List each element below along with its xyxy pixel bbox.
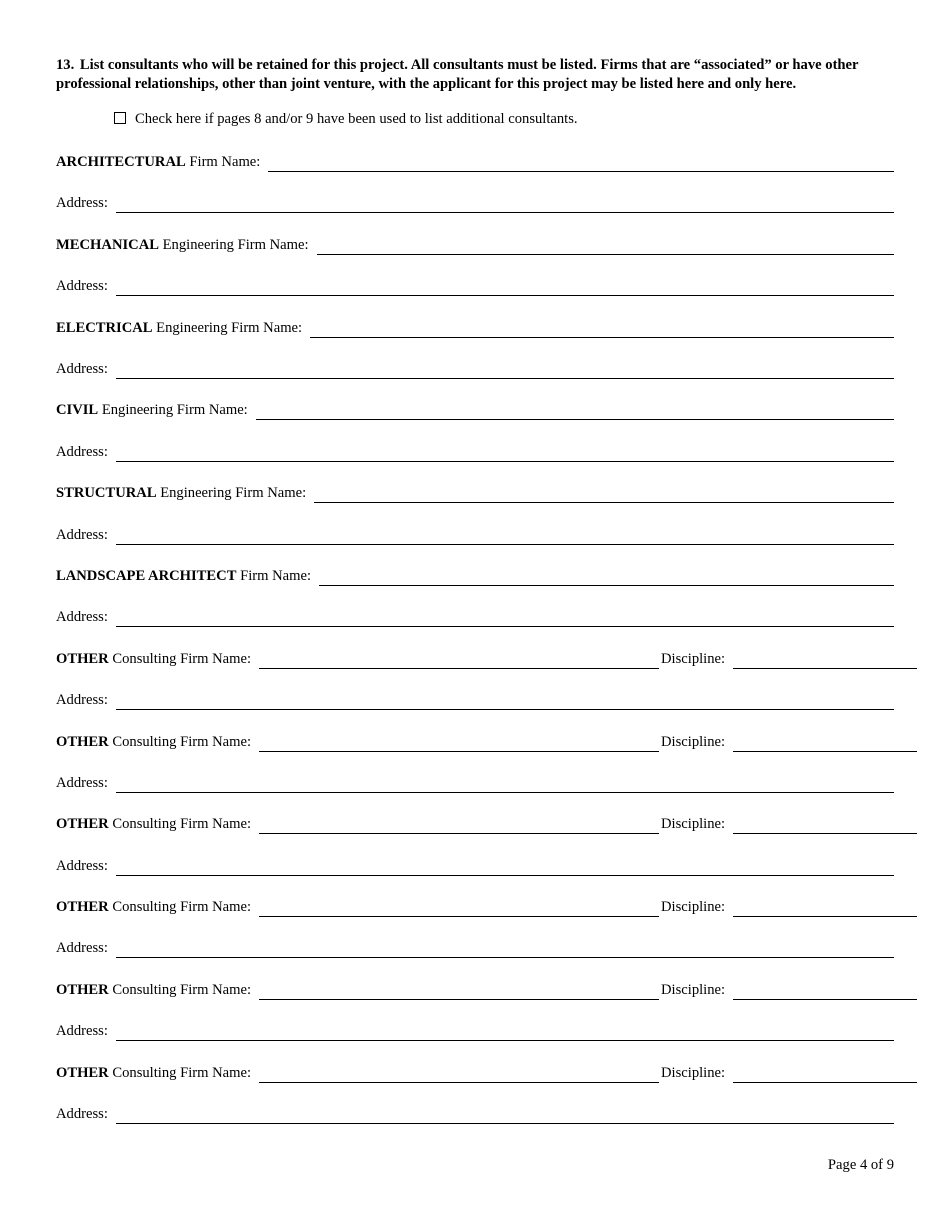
other-firm-row xyxy=(56,812,894,834)
address-label: Address: xyxy=(56,940,108,956)
architectural-firm-name-input[interactable] xyxy=(268,153,894,172)
address-label: Address: xyxy=(56,361,108,377)
additional-pages-checkbox[interactable] xyxy=(114,112,126,124)
question-number: 13. xyxy=(56,57,75,73)
structural-address-input[interactable] xyxy=(116,526,894,545)
discipline-label: Discipline: xyxy=(661,734,726,750)
structural-address-row xyxy=(56,523,894,545)
discipline-label: Discipline: xyxy=(661,982,726,998)
other-firm-row xyxy=(56,978,894,1000)
firm-label: CIVIL Engineering Firm Name: xyxy=(56,402,248,418)
other-firm-row xyxy=(56,647,894,669)
firm-label: MECHANICAL Engineering Firm Name: xyxy=(56,237,309,253)
structural-firm-name-input[interactable] xyxy=(314,484,894,503)
mechanical-firm-name-input[interactable] xyxy=(317,236,894,255)
other-firm-name-input[interactable] xyxy=(259,650,659,669)
discipline-input[interactable] xyxy=(733,898,917,917)
checkbox-label: Check here if pages 8 and/or 9 have been used to list additional consultants. xyxy=(135,111,578,127)
architectural-firm-row xyxy=(56,150,894,172)
civil-address-input[interactable] xyxy=(116,443,894,462)
firm-label: LANDSCAPE ARCHITECT Firm Name: xyxy=(56,568,312,584)
firm-label: ARCHITECTURAL Firm Name: xyxy=(56,154,261,170)
firm-label: STRUCTURAL Engineering Firm Name: xyxy=(56,485,307,501)
address-label: Address: xyxy=(56,527,108,543)
other-address-input[interactable] xyxy=(116,1022,894,1041)
discipline-label: Discipline: xyxy=(661,899,726,915)
other-firm-row xyxy=(56,895,894,917)
architectural-address-row xyxy=(56,191,894,213)
discipline-input[interactable] xyxy=(733,981,917,1000)
additional-consultants-check xyxy=(114,110,578,128)
other-firm-name-input[interactable] xyxy=(259,898,659,917)
other-address-row xyxy=(56,688,894,710)
address-label: Address: xyxy=(56,858,108,874)
address-label: Address: xyxy=(56,609,108,625)
other-firm-name-input[interactable] xyxy=(259,733,659,752)
landscape-address-input[interactable] xyxy=(116,608,894,627)
other-address-row xyxy=(56,1102,894,1124)
address-label: Address: xyxy=(56,775,108,791)
architectural-address-input[interactable] xyxy=(116,194,894,213)
question-heading xyxy=(56,56,894,94)
other-address-input[interactable] xyxy=(116,1105,894,1124)
civil-firm-name-input[interactable] xyxy=(256,401,894,420)
discipline-label: Discipline: xyxy=(661,651,726,667)
other-address-input[interactable] xyxy=(116,939,894,958)
other-firm-name-input[interactable] xyxy=(259,1064,659,1083)
discipline-label: Discipline: xyxy=(661,1065,726,1081)
mechanical-firm-row xyxy=(56,233,894,255)
other-address-row xyxy=(56,771,894,793)
firm-label: OTHER Consulting Firm Name: xyxy=(56,899,252,915)
other-firm-row xyxy=(56,730,894,752)
mechanical-address-row xyxy=(56,274,894,296)
firm-label: ELECTRICAL Engineering Firm Name: xyxy=(56,320,303,336)
other-firm-row xyxy=(56,1061,894,1083)
firm-label: OTHER Consulting Firm Name: xyxy=(56,651,252,667)
other-address-input[interactable] xyxy=(116,691,894,710)
discipline-input[interactable] xyxy=(733,1064,917,1083)
electrical-address-input[interactable] xyxy=(116,360,894,379)
question-text: List consultants who will be retained for this project. All consultants must be listed. Firms that are “associated” or have other professional relationships, other than joint venture, with the applicant for this project may be listed here and only here. xyxy=(56,57,859,92)
address-label: Address: xyxy=(56,195,108,211)
landscape-address-row xyxy=(56,605,894,627)
other-address-row xyxy=(56,854,894,876)
address-label: Address: xyxy=(56,444,108,460)
landscape-firm-row xyxy=(56,564,894,586)
address-label: Address: xyxy=(56,1023,108,1039)
civil-address-row xyxy=(56,440,894,462)
firm-label: OTHER Consulting Firm Name: xyxy=(56,734,252,750)
other-firm-name-input[interactable] xyxy=(259,815,659,834)
firm-label: OTHER Consulting Firm Name: xyxy=(56,982,252,998)
discipline-input[interactable] xyxy=(733,815,917,834)
other-address-row xyxy=(56,1019,894,1041)
other-address-input[interactable] xyxy=(116,774,894,793)
discipline-input[interactable] xyxy=(733,733,917,752)
address-label: Address: xyxy=(56,692,108,708)
civil-firm-row xyxy=(56,398,894,420)
page-number: Page 4 of 9 xyxy=(827,1157,894,1173)
landscape-firm-name-input[interactable] xyxy=(319,567,894,586)
electrical-firm-row xyxy=(56,316,894,338)
firm-label: OTHER Consulting Firm Name: xyxy=(56,816,252,832)
firm-label: OTHER Consulting Firm Name: xyxy=(56,1065,252,1081)
mechanical-address-input[interactable] xyxy=(116,277,894,296)
discipline-label: Discipline: xyxy=(661,816,726,832)
other-firm-name-input[interactable] xyxy=(259,981,659,1000)
structural-firm-row xyxy=(56,481,894,503)
other-address-input[interactable] xyxy=(116,857,894,876)
electrical-firm-name-input[interactable] xyxy=(310,319,894,338)
address-label: Address: xyxy=(56,1106,108,1122)
electrical-address-row xyxy=(56,357,894,379)
other-address-row xyxy=(56,936,894,958)
discipline-input[interactable] xyxy=(733,650,917,669)
address-label: Address: xyxy=(56,278,108,294)
